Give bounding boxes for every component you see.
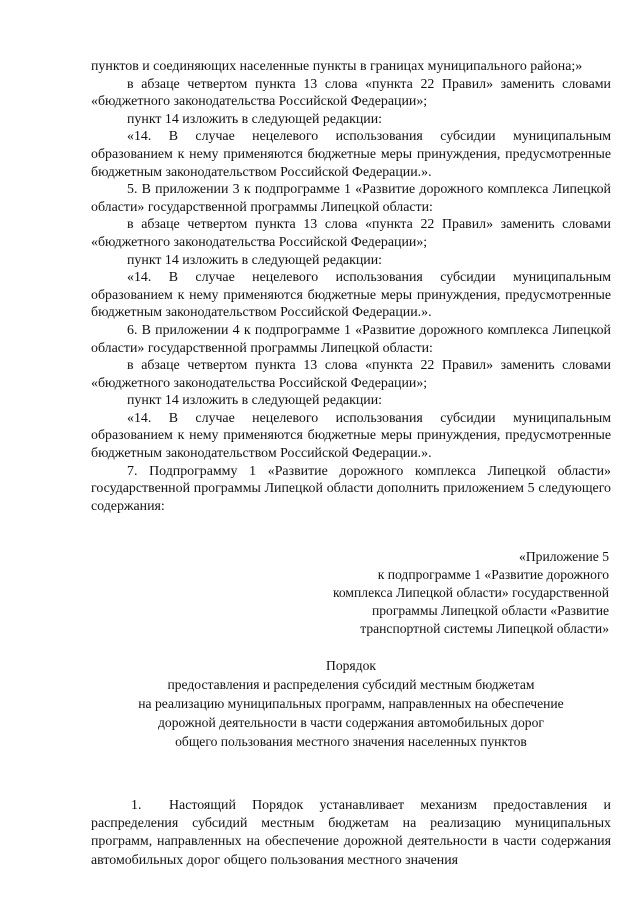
paragraph: пункт 14 изложить в следующей редакции: (127, 252, 382, 268)
procedure-title (91, 656, 611, 751)
paragraph: пункт 14 изложить в следующей редакции: (127, 111, 382, 127)
appendix-line: программы Липецкой области «Развитие (371, 603, 609, 618)
point-text: Настоящий Порядок устанавливает механизм предоставления и распределения субсидий местным бюджетам на реализацию муниципальных программ, направленных на обеспечение дорожной деятельности в части содержания автомобильных дорог общего пользования местного значения (91, 798, 611, 868)
paragraph: 6. В приложении 4 к подпрограмме 1 «Развитие дорожного комплекса Липецкой области» государственной программы Липецкой области: (91, 322, 611, 356)
appendix-line: комплекса Липецкой области» государственной (332, 585, 609, 600)
paragraph: в абзаце четвертом пункта 13 слова «пункта 22 Правил» заменить словами «бюджетного законодательства Российской Федерации»; (91, 217, 611, 250)
paragraph: 5. В приложении 3 к подпрограмме 1 «Развитие дорожного комплекса Липецкой области» государственной программы Липецкой области: (91, 182, 611, 215)
title-line: предоставления и распределения субсидий местным бюджетам (167, 677, 535, 692)
title-line: на реализацию муниципальных программ, направленных на обеспечение (138, 696, 564, 711)
appendix-line: транспортной системы Липецкой области» (360, 621, 609, 636)
appendix-line: «Приложение 5 (519, 549, 609, 564)
title-line: Порядок (326, 658, 376, 673)
paragraph: «14. В случае нецелевого использования субсидии муниципальным образованием к нему применяются бюджетные меры принуждения, предусмотренные бюджетным законодательством Российской Федерации.». (91, 129, 611, 180)
appendix-header (249, 548, 609, 638)
title-line: дорожной деятельности в части содержания автомобильных дорог (158, 715, 544, 730)
appendix-line: к подпрограмме 1 «Развитие дорожного (377, 567, 609, 582)
point-number: 1. (131, 798, 142, 813)
procedure-point-1 (91, 797, 611, 870)
paragraph: в абзаце четвертом пункта 13 слова «пункта 22 Правил» заменить словами «бюджетного законодательства Российской Федерации»; (91, 358, 611, 391)
title-line: общего пользования местного значения населенных пунктов (175, 734, 527, 749)
amendment-text (91, 58, 611, 515)
paragraph: пунктов и соединяющих населенные пункты в границах муниципального района;» (91, 59, 583, 74)
paragraph: 7. Подпрограмму 1 «Развитие дорожного комплекса Липецкой области» государственной программы Липецкой области дополнить приложением 5 следующего содержания: (91, 463, 611, 514)
paragraph: в абзаце четвертом пункта 13 слова «пункта 22 Правил» заменить словами «бюджетного законодательства Российской Федерации»; (91, 76, 611, 110)
paragraph: «14. В случае нецелевого использования субсидии муниципальным образованием к нему применяются бюджетные меры принуждения, предусмотренные бюджетным законодательством Российской Федерации.». (91, 270, 611, 321)
paragraph: пункт 14 изложить в следующей редакции: (127, 393, 382, 409)
paragraph: «14. В случае нецелевого использования субсидии муниципальным образованием к нему применяются бюджетные меры принуждения, предусмотренные бюджетным законодательством Российской Федерации.». (91, 410, 611, 462)
point-paragraph (91, 797, 611, 870)
